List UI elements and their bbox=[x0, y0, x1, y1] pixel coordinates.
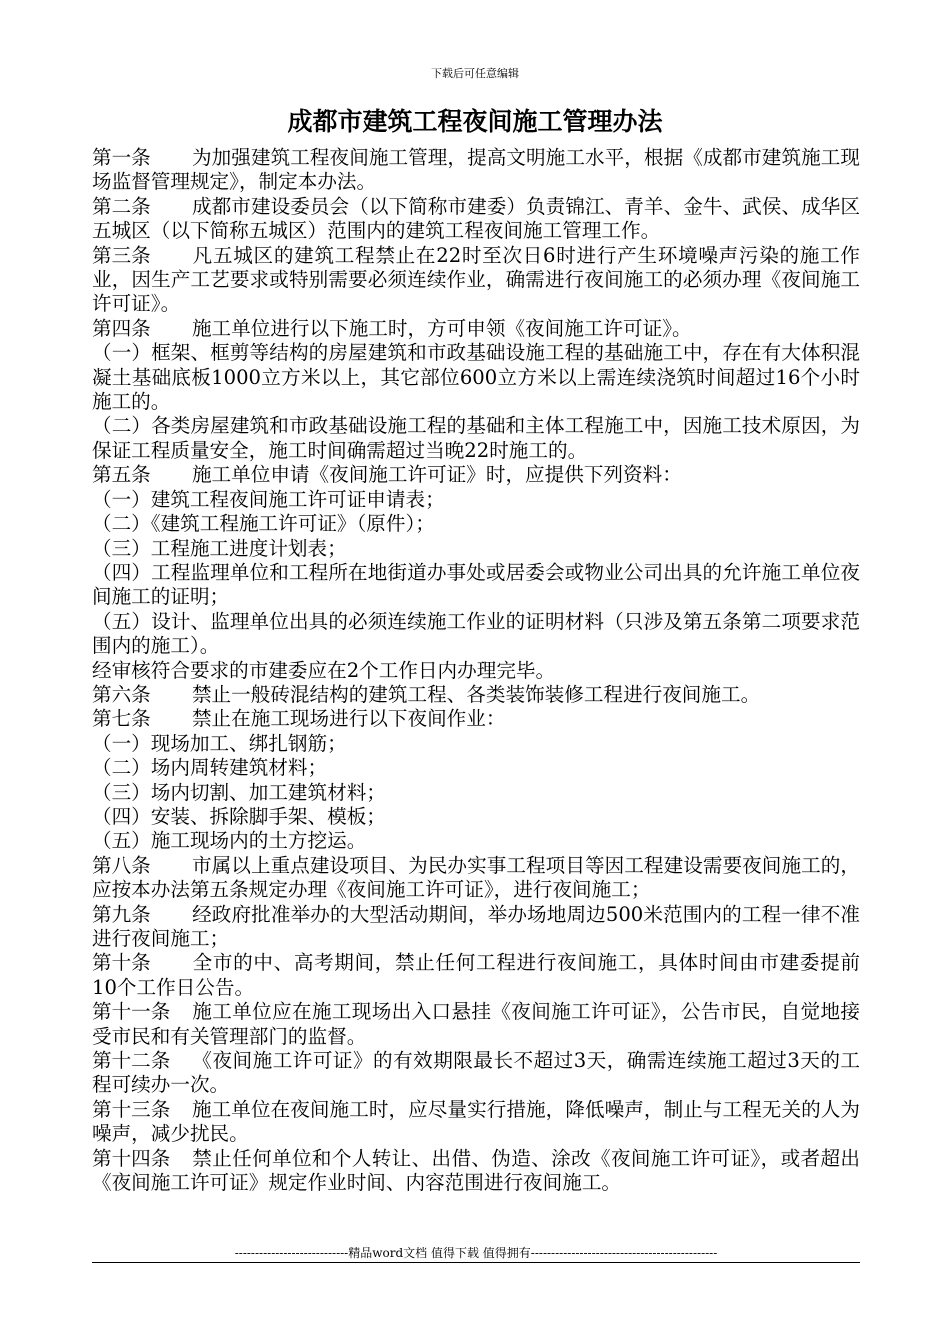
article-paragraph bbox=[92, 244, 860, 317]
article-text: 施工单位在夜间施工时，应尽量实行措施，降低噪声，制止与工程无关的人为噪声，减少扰民。 bbox=[92, 1097, 860, 1146]
article-paragraph bbox=[92, 683, 860, 707]
article-number: 第七条 bbox=[92, 707, 151, 731]
article-paragraph bbox=[92, 463, 860, 487]
article-number: 第八条 bbox=[92, 853, 151, 877]
article-paragraph bbox=[92, 146, 860, 195]
article-text: （一）现场加工、绑扎钢筋； bbox=[92, 731, 347, 755]
article-text: （二）场内周转建筑材料； bbox=[92, 756, 328, 780]
article-number: 第十一条 bbox=[92, 1000, 171, 1024]
article-number: 第三条 bbox=[92, 243, 151, 267]
article-text: 禁止在施工现场进行以下夜间作业： bbox=[191, 707, 506, 731]
article-paragraph bbox=[92, 317, 860, 341]
article-text: 凡五城区的建筑工程禁止在22时至次日6时进行产生环境噪声污染的施工作业，因生产工艺要求或特别需要必须连续作业，确需进行夜间施工的必须办理《夜间施工许可证》。 bbox=[92, 243, 860, 316]
footer-rule bbox=[92, 1262, 860, 1263]
article-paragraph bbox=[92, 512, 860, 536]
article-text: （一）建筑工程夜间施工许可证申请表； bbox=[92, 487, 445, 511]
footer-note: ----------------------------精品word文档 值得下载 值得拥有---------------------------------------------- bbox=[234, 1246, 718, 1260]
article-paragraph bbox=[92, 488, 860, 512]
article-paragraph bbox=[92, 1000, 860, 1049]
article-paragraph bbox=[92, 829, 860, 853]
article-text: （一）框架、框剪等结构的房屋建筑和市政基础设施工程的基础施工中，存在有大体积混凝土基础底板1000立方米以上，其它部位600立方米以上需连续浇筑时间超过16个小时施工的。 bbox=[92, 341, 860, 414]
article-text: 施工单位进行以下施工时，方可申领《夜间施工许可证》。 bbox=[191, 316, 692, 340]
article-paragraph bbox=[92, 854, 860, 903]
article-number: 第十三条 bbox=[92, 1097, 171, 1121]
article-text: （五）施工现场内的土方挖运。 bbox=[92, 829, 367, 853]
article-text: （三）工程施工进度计划表； bbox=[92, 536, 347, 560]
article-number: 第二条 bbox=[92, 194, 151, 218]
article-text: 经审核符合要求的市建委应在2个工作日内办理完毕。 bbox=[92, 658, 556, 682]
article-paragraph bbox=[92, 1049, 860, 1098]
article-number: 第四条 bbox=[92, 316, 151, 340]
article-text: （三）场内切割、加工建筑材料； bbox=[92, 780, 386, 804]
header-note: 下载后可任意编辑 bbox=[431, 67, 519, 80]
article-paragraph bbox=[92, 341, 860, 414]
article-paragraph bbox=[92, 707, 860, 731]
article-text: 禁止一般砖混结构的建筑工程、各类装饰装修工程进行夜间施工。 bbox=[191, 682, 761, 706]
article-number: 第九条 bbox=[92, 902, 151, 926]
article-text: 全市的中、高考期间，禁止任何工程进行夜间施工，具体时间由市建委提前10个工作日公告。 bbox=[92, 951, 860, 999]
article-text: （二）各类房屋建筑和市政基础设施工程的基础和主体工程施工中，因施工技术原因，为保证工程质量安全，施工时间确需超过当晚22时施工的。 bbox=[92, 414, 860, 462]
article-number: 第六条 bbox=[92, 682, 151, 706]
article-paragraph bbox=[92, 537, 860, 561]
article-text: 市属以上重点建设项目、为民办实事工程项目等因工程建设需要夜间施工的，应按本办法第五条规定办理《夜间施工许可证》，进行夜间施工； bbox=[92, 853, 860, 902]
article-text: 《夜间施工许可证》的有效期限最长不超过3天，确需连续施工超过3天的工程可续办一次。 bbox=[92, 1049, 860, 1097]
article-paragraph bbox=[92, 659, 860, 683]
article-text: 经政府批准举办的大型活动期间，举办场地周边500米范围内的工程一律不准进行夜间施工； bbox=[92, 902, 860, 950]
article-paragraph bbox=[92, 1147, 860, 1196]
article-paragraph bbox=[92, 951, 860, 1000]
article-number: 第五条 bbox=[92, 463, 151, 487]
article-paragraph bbox=[92, 610, 860, 659]
article-paragraph bbox=[92, 781, 860, 805]
article-text: 施工单位申请《夜间施工许可证》时，应提供下列资料： bbox=[191, 463, 682, 487]
article-text: 为加强建筑工程夜间施工管理，提高文明施工水平，根据《成都市建筑施工现场监督管理规定》，制定本办法。 bbox=[92, 146, 860, 194]
article-text: （二）《建筑工程施工许可证》（原件）； bbox=[92, 512, 435, 536]
article-text: 成都市建设委员会（以下简称市建委）负责锦江、青羊、金牛、武侯、成华区五城区（以下简称五城区）范围内的建筑工程夜间施工管理工作。 bbox=[92, 194, 860, 243]
article-text: （五）设计、监理单位出具的必须连续施工作业的证明材料（只涉及第五条第二项要求范围内的施工）。 bbox=[92, 609, 860, 658]
article-number: 第一条 bbox=[92, 146, 151, 169]
article-paragraph bbox=[92, 561, 860, 610]
article-paragraph bbox=[92, 1098, 860, 1147]
article-text: 施工单位应在施工现场出入口悬挂《夜间施工许可证》，公告市民，自觉地接受市民和有关管理部门的监督。 bbox=[92, 1000, 860, 1048]
article-text: （四）工程监理单位和工程所在地街道办事处或居委会或物业公司出具的允许施工单位夜间施工的证明； bbox=[92, 560, 860, 609]
article-paragraph bbox=[92, 756, 860, 780]
article-paragraph bbox=[92, 195, 860, 244]
article-number: 第十二条 bbox=[92, 1049, 171, 1073]
article-paragraph bbox=[92, 732, 860, 756]
article-number: 第十条 bbox=[92, 951, 151, 975]
article-number: 第十四条 bbox=[92, 1146, 171, 1170]
article-paragraph bbox=[92, 805, 860, 829]
article-paragraph bbox=[92, 414, 860, 463]
article-paragraph bbox=[92, 903, 860, 952]
article-text: 禁止任何单位和个人转让、出借、伪造、涂改《夜间施工许可证》，或者超出《夜间施工许可证》规定作业时间、内容范围进行夜间施工。 bbox=[92, 1146, 860, 1195]
document-body bbox=[92, 146, 860, 1195]
article-text: （四）安装、拆除脚手架、模板； bbox=[92, 804, 386, 828]
page-title: 成都市建筑工程夜间施工管理办法 bbox=[287, 107, 663, 136]
